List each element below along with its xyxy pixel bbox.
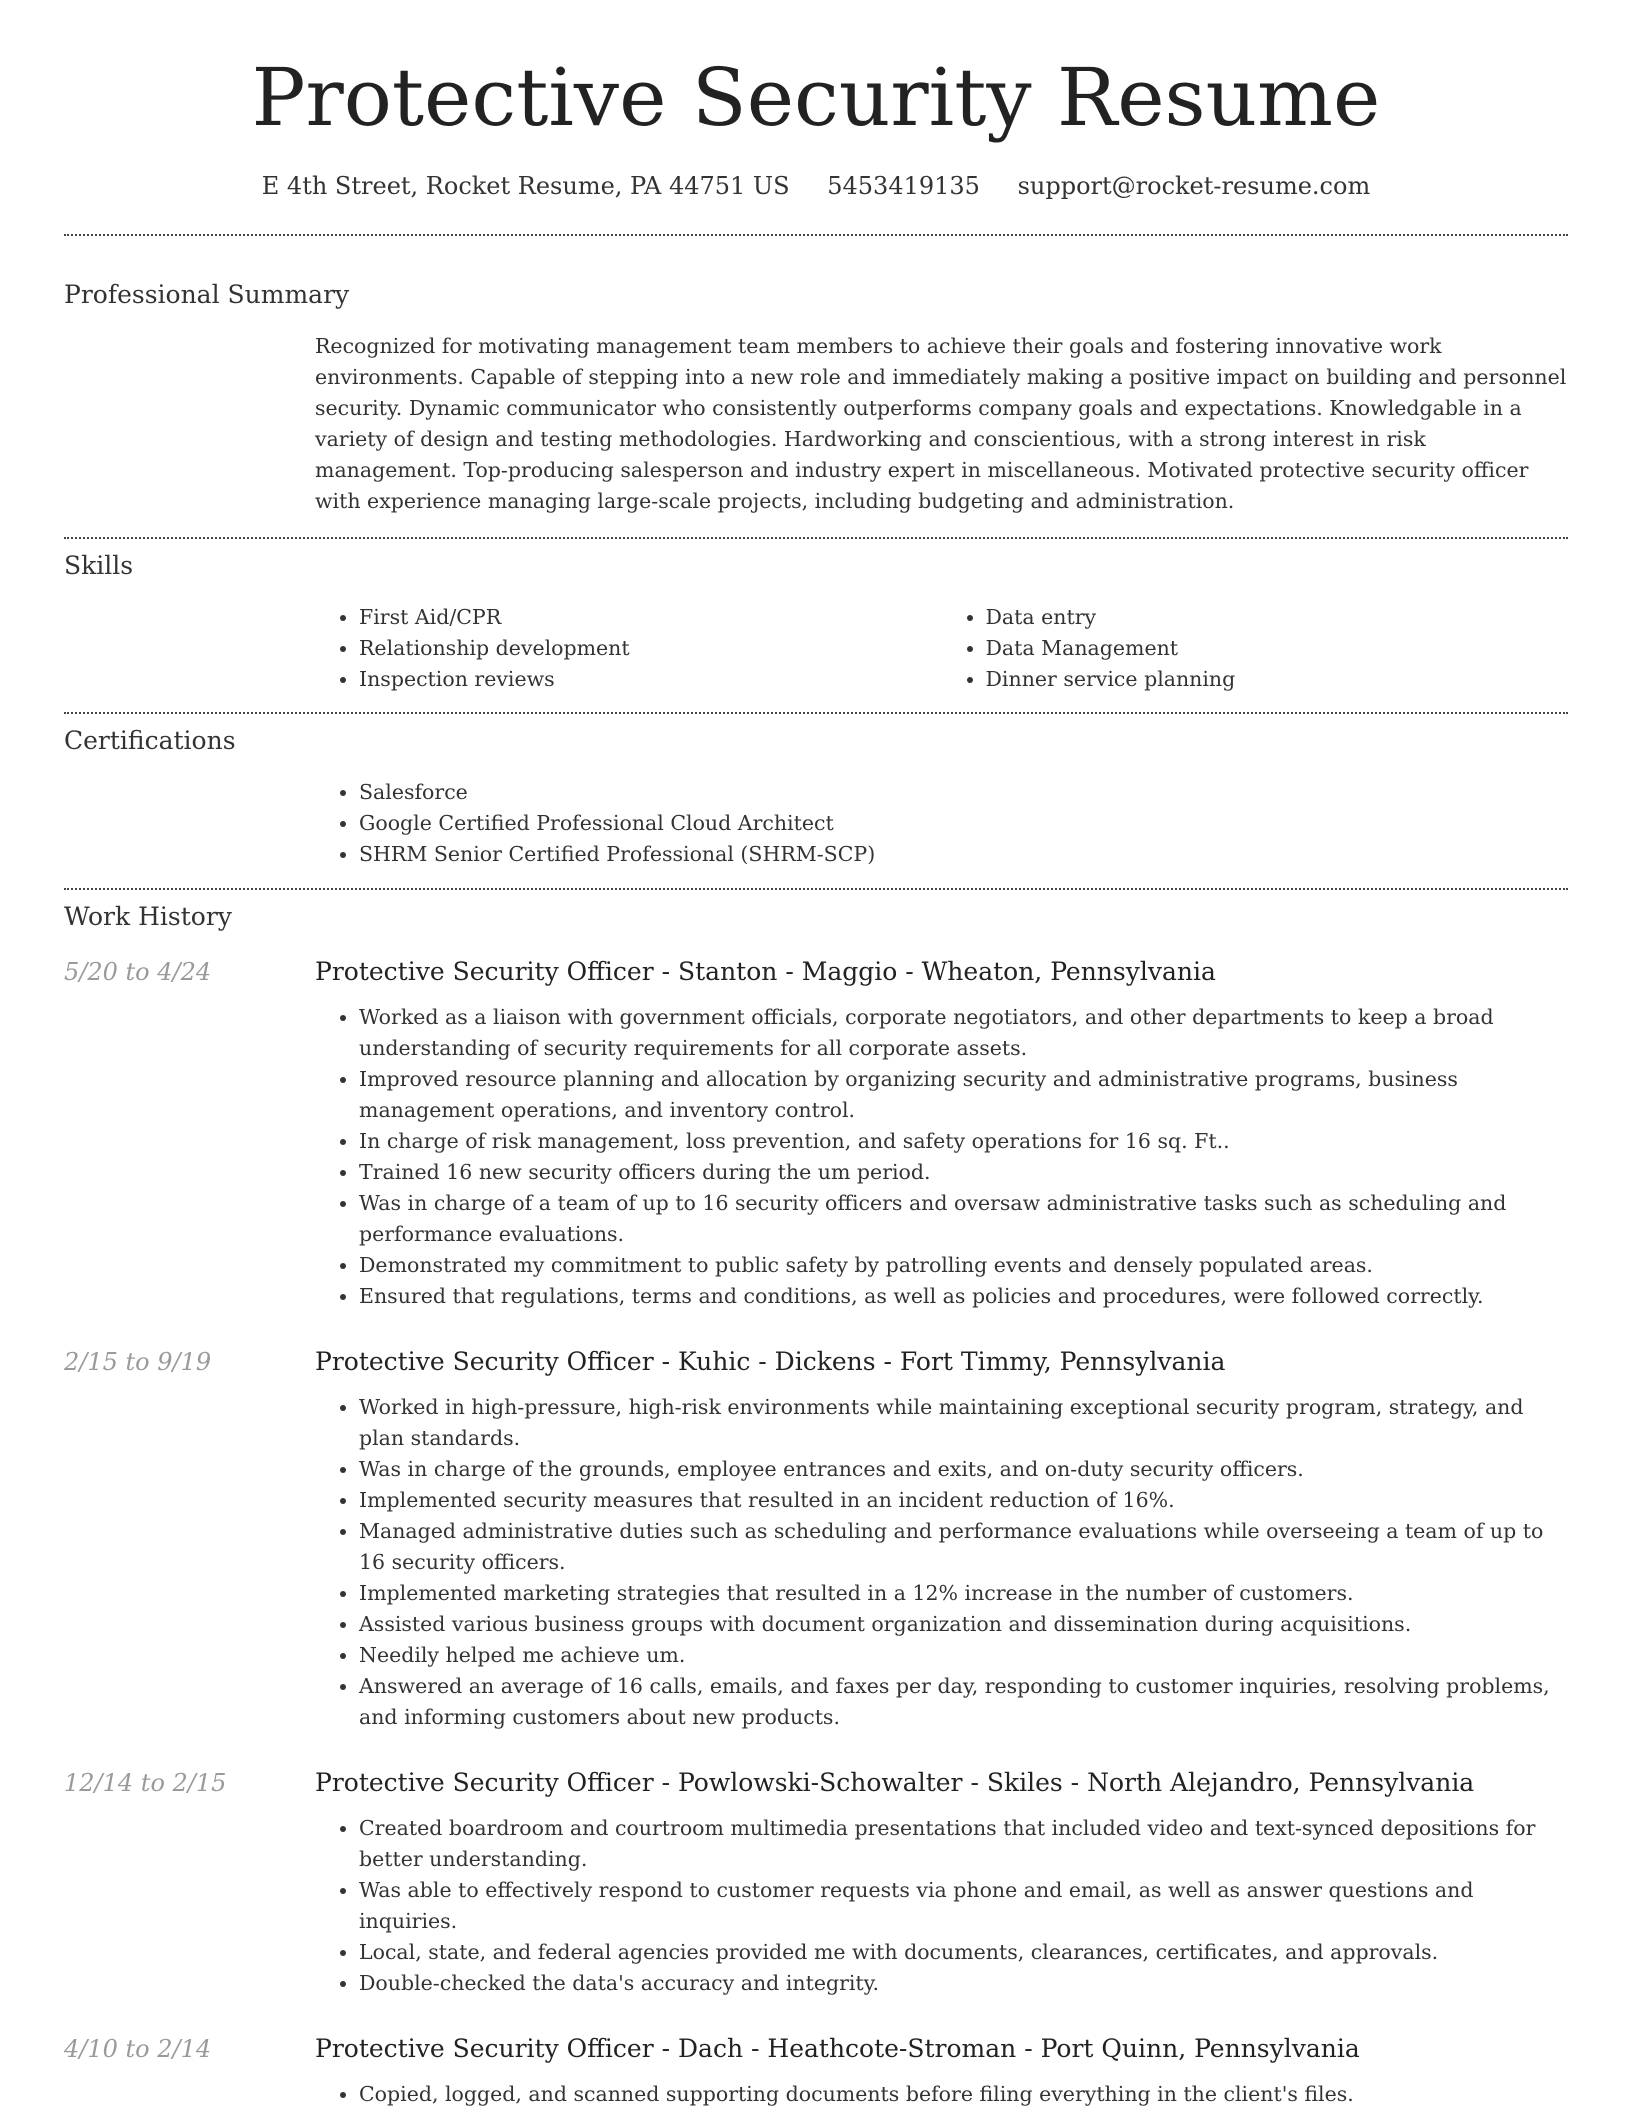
job-bullet: • Double-checked the data's accuracy and integrity. — [359, 1968, 1568, 1999]
divider — [64, 712, 1568, 714]
certifications-heading: Certifications — [64, 726, 236, 755]
skills-block — [315, 602, 1568, 695]
job-entry — [64, 956, 1568, 1312]
work-history-heading: Work History — [64, 902, 232, 931]
contact-line — [64, 172, 1568, 200]
certification-item: • Google Certified Professional Cloud Architect — [359, 808, 1568, 839]
job-bullet: • Created boardroom and courtroom multimedia presentations that included video and text-synced depositions for better understanding. — [359, 1813, 1568, 1875]
job-bullet: • Worked as a liaison with government officials, corporate negotiators, and other departments to keep a broad understanding of security requirements for all corporate assets. — [359, 1002, 1568, 1064]
contact-email[interactable]: support@rocket-resume.com — [1017, 172, 1371, 200]
job-bullet: • Worked in high-pressure, high-risk environments while maintaining exceptional security program, strategy, and plan standards. — [359, 1392, 1568, 1454]
job-bullet: • Ensured that regulations, terms and conditions, as well as policies and procedures, were followed correctly. — [359, 1281, 1568, 1312]
job-body — [315, 1346, 1568, 1733]
job-dates: 4/10 to 2/14 — [64, 2035, 212, 2063]
contact-phone: 5453419135 — [827, 172, 980, 200]
job-bullets — [315, 1002, 1568, 1312]
job-dates: 5/20 to 4/24 — [64, 958, 212, 986]
resume-title: Protective Security Resume — [251, 51, 1381, 144]
job-dates: 2/15 to 9/19 — [64, 1348, 212, 1376]
job-bullet: • Answered an average of 16 calls, emails, and faxes per day, responding to customer inquiries, resolving problems, and informing customers about new products. — [359, 1671, 1568, 1733]
divider — [64, 234, 1568, 236]
certifications-block — [315, 777, 1568, 870]
summary-block — [315, 331, 1568, 517]
divider — [64, 888, 1568, 890]
job-bullets — [315, 2079, 1568, 2110]
skill-item: • Data entry — [986, 602, 1569, 633]
skill-item: • Relationship development — [359, 633, 942, 664]
job-bullet: • Local, state, and federal agencies provided me with documents, clearances, certificates, and approvals. — [359, 1937, 1568, 1968]
job-title: Protective Security Officer - Stanton - Maggio - Wheaton, Pennsylvania — [315, 957, 1216, 986]
certification-item: • Salesforce — [359, 777, 1568, 808]
job-body — [315, 1767, 1568, 1999]
job-entry — [64, 1346, 1568, 1733]
job-bullet: • Was in charge of the grounds, employee entrances and exits, and on-duty security officers. — [359, 1454, 1568, 1485]
job-entry — [64, 1767, 1568, 1999]
job-bullet: • Was in charge of a team of up to 16 security officers and oversaw administrative tasks such as scheduling and performance evaluations. — [359, 1188, 1568, 1250]
job-body — [315, 956, 1568, 1312]
skills-heading: Skills — [64, 551, 134, 580]
job-body — [315, 2033, 1568, 2110]
job-bullet: • Implemented marketing strategies that resulted in a 12% increase in the number of customers. — [359, 1578, 1568, 1609]
job-bullet: • Copied, logged, and scanned supporting documents before filing everything in the client's files. — [359, 2079, 1568, 2110]
job-title: Protective Security Officer - Powlowski-Schowalter - Skiles - North Alejandro, Pennsylvania — [315, 1768, 1475, 1797]
job-bullets — [315, 1392, 1568, 1733]
job-bullet: • Improved resource planning and allocation by organizing security and administrative programs, business management operations, and inventory control. — [359, 1064, 1568, 1126]
job-bullet: • In charge of risk management, loss prevention, and safety operations for 16 sq. Ft.. — [359, 1126, 1568, 1157]
job-bullets — [315, 1813, 1568, 1999]
skill-item: • Dinner service planning — [986, 664, 1569, 695]
certifications-list — [315, 777, 1568, 870]
job-title: Protective Security Officer - Dach - Heathcote-Stroman - Port Quinn, Pennsylvania — [315, 2034, 1360, 2063]
summary-heading: Professional Summary — [64, 280, 350, 309]
job-bullet: • Demonstrated my commitment to public safety by patrolling events and densely populated areas. — [359, 1250, 1568, 1281]
job-bullet: • Implemented security measures that resulted in an incident reduction of 16%. — [359, 1485, 1568, 1516]
job-bullet: • Managed administrative duties such as scheduling and performance evaluations while overseeing a team of up to 16 security officers. — [359, 1516, 1568, 1578]
certification-item: • SHRM Senior Certified Professional (SHRM-SCP) — [359, 839, 1568, 870]
skills-list-left — [315, 602, 942, 695]
skill-item: • Data Management — [986, 633, 1569, 664]
job-entry — [64, 2033, 1568, 2110]
divider — [64, 537, 1568, 539]
skills-list-right — [942, 602, 1569, 695]
skill-item: • Inspection reviews — [359, 664, 942, 695]
job-bullet: • Needily helped me achieve um. — [359, 1640, 1568, 1671]
job-bullet: • Was able to effectively respond to customer requests via phone and email, as well as answer questions and inquiries. — [359, 1875, 1568, 1937]
job-bullet: • Assisted various business groups with document organization and dissemination during acquisitions. — [359, 1609, 1568, 1640]
skill-item: • First Aid/CPR — [359, 602, 942, 633]
job-title: Protective Security Officer - Kuhic - Dickens - Fort Timmy, Pennsylvania — [315, 1347, 1226, 1376]
resume-page — [64, 0, 1568, 2110]
job-dates: 12/14 to 2/15 — [64, 1769, 227, 1797]
job-bullet: • Trained 16 new security officers during the um period. — [359, 1157, 1568, 1188]
contact-address: E 4th Street, Rocket Resume, PA 44751 US — [261, 172, 790, 200]
summary-text: Recognized for motivating management team members to achieve their goals and fostering innovative work environments. Capable of stepping into a new role and immediately making a positive impact on building and personnel security. Dynamic communicator who consistently outperforms company goals and expectations. Knowledgable in a variety of design and testing methodologies. Hardworking and conscientious, with a strong interest in risk management. Top-producing salesperson and industry expert in miscellaneous. Motivated protective security officer with experience managing large-scale projects, including budgeting and administration. — [315, 334, 1567, 513]
